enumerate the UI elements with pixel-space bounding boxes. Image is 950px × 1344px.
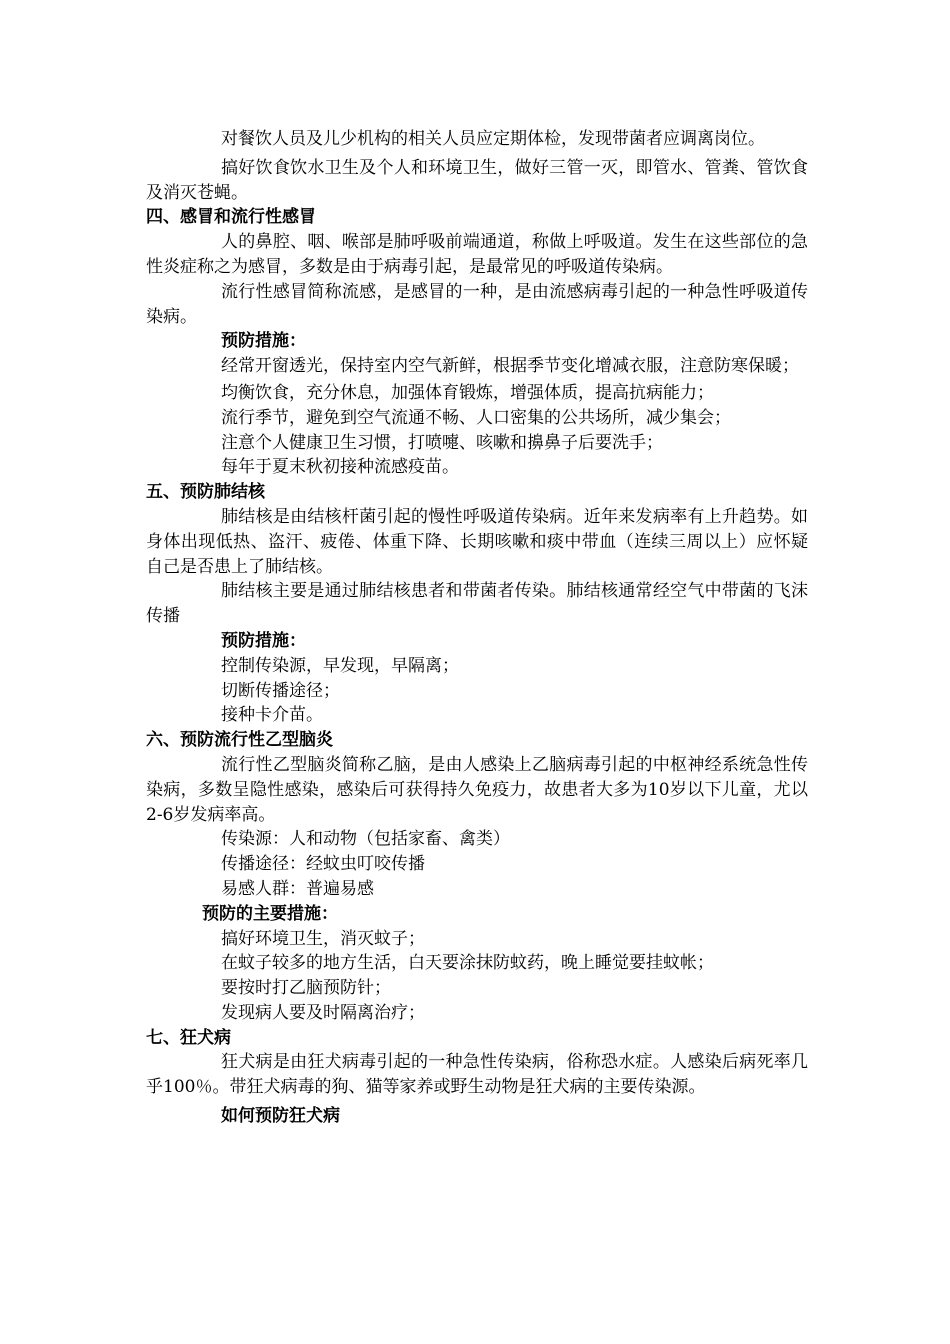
paragraph: 经常开窗透光，保持室内空气新鲜，根据季节变化增减衣服，注意防寒保暖； (221, 356, 799, 377)
list-item: 切断传播途径； (221, 680, 340, 701)
list-item: 搞好环境卫生，消灭蚊子； (221, 928, 425, 949)
section-heading: 六、预防流行性乙型脑炎 (146, 730, 333, 751)
paragraph: 肺结核主要是通过肺结核患者和带菌者传染。肺结核通常经空气中带菌的飞沫传播 (146, 581, 808, 627)
subheading: 如何预防狂犬病 (221, 1106, 340, 1127)
paragraph: 人的鼻腔、咽、喉部是肺呼吸前端通道，称做上呼吸道。发生在这些部位的急性炎症称之为感冒，多数是由于病毒引起，是最常见的呼吸道传染病。 (146, 232, 808, 277)
list-item: 要按时打乙脑预防针； (221, 978, 391, 999)
subheading: 预防措施： (221, 630, 306, 651)
list-item: 传播途径：经蚊虫叮咬传播 (221, 854, 425, 875)
list-item: 传染源：人和动物（包括家畜、禽类） (221, 829, 510, 850)
section-heading: 五、预防肺结核 (146, 482, 265, 503)
subheading: 预防措施： (221, 331, 306, 352)
list-item: 发现病人要及时隔离治疗； (221, 1002, 425, 1023)
list-item: 控制传染源，早发现，早隔离； (221, 655, 459, 676)
list-item: 易感人群：普遍易感 (221, 878, 374, 899)
paragraph: 肺结核是由结核杆菌引起的慢性呼吸道传染病。近年来发病率有上升趋势。如身体出现低热、盗汗、疲倦、体重下降、长期咳嗽和痰中带血（连续三周以上）应怀疑自己是否患上了肺结核。 (146, 506, 808, 577)
list-item: 在蚊子较多的地方生活，白天要涂抹防蚊药，晚上睡觉要挂蚊帐； (221, 953, 714, 974)
list-item: 流行季节，避免到空气流通不畅、人口密集的公共场所，减少集会； (221, 407, 731, 428)
list-item: 接种卡介苗。 (221, 705, 323, 726)
paragraph: 流行性感冒简称流感，是感冒的一种，是由流感病毒引起的一种急性呼吸道传染病。 (146, 281, 808, 327)
document-body (146, 127, 808, 1129)
list-item: 每年于夏末秋初接种流感疫苗。 (221, 457, 459, 478)
list-item: 注意个人健康卫生习惯，打喷嚏、咳嗽和擤鼻子后要洗手； (221, 432, 663, 453)
subheading: 预防的主要措施： (202, 903, 338, 924)
paragraph: 狂犬病是由狂犬病毒引起的一种急性传染病，俗称恐水症。人感染后病死率几乎100％。带狂犬病毒的狗、猫等家养或野生动物是狂犬病的主要传染源。 (146, 1052, 808, 1098)
list-item: 均衡饮食，充分休息，加强体育锻炼，增强体质，提高抗病能力； (221, 382, 714, 403)
paragraph: 对餐饮人员及儿少机构的相关人员应定期体检，发现带菌者应调离岗位。 (221, 129, 765, 149)
section-heading: 七、狂犬病 (146, 1027, 231, 1048)
paragraph: 流行性乙型脑炎简称乙脑，是由人感染上乙脑病毒引起的中枢神经系统急性传染病，多数呈隐性感染，感染后可获得持久免疫力，故患者大多为10岁以下儿童，尤以2-6岁发病率高。 (146, 754, 808, 825)
paragraph: 搞好饮食饮水卫生及个人和环境卫生，做好三管一灭，即管水、管粪、管饮食及消灭苍蝇。 (146, 157, 808, 203)
section-heading: 四、感冒和流行性感冒 (146, 207, 316, 228)
